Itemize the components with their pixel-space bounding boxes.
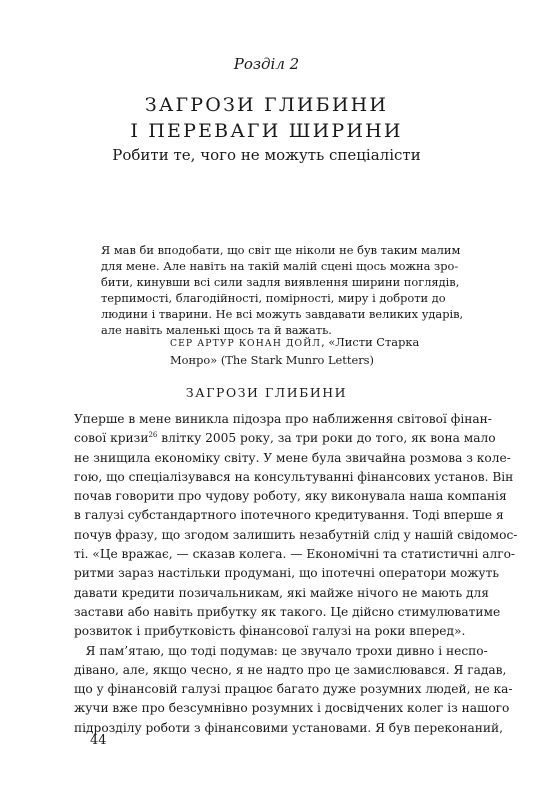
body-line (74, 429, 496, 448)
chapter-title-line-2: І ПЕРЕВАГИ ШИРИНИ (130, 120, 403, 142)
epigraph-line: для мене. Але навіть на такій малій сцені щось можна зро- (101, 259, 459, 273)
attribution-source: , «Листи Старка (321, 335, 420, 349)
section-heading: ЗАГРОЗИ ГЛИБИНИ (185, 385, 348, 400)
chapter-title-line-1: ЗАГРОЗИ ГЛИБИНИ (144, 94, 389, 116)
chapter-title (0, 92, 533, 144)
body-line: ритми зараз настільки продумані, що іпотечні оператори можуть (74, 566, 499, 581)
body-line: Я пам’ятаю, що тоді подумав: це звучало трохи дивно і неспо- (74, 643, 488, 658)
attribution-author: СЕР АРТУР КОНАН ДОЙЛ (170, 338, 322, 349)
epigraph-line: але навіть маленькі щось та й важать. (101, 323, 332, 337)
body-line: дівано, але, якщо чесно, я не надто про це замислювався. Я гадав, (74, 662, 507, 677)
footnote-marker[interactable]: 26 (148, 431, 158, 440)
chapter-label: Розділ 2 (233, 55, 300, 73)
epigraph-attribution (170, 334, 460, 368)
body-line-fragment: сової кризи (74, 431, 149, 446)
body-line: жучи вже про безсумнівно розумних і досвідчених колег із нашого (74, 701, 510, 716)
body-line: підрозділу роботи з фінансовими установами. Я був переконаний, (74, 720, 503, 735)
body-line-fragment: влітку 2005 року, за три роки до того, як вона мало (157, 431, 496, 446)
attribution-line-2: Монро» (The Stark Munro Letters) (170, 353, 374, 367)
epigraph-line: Я мав би вподобати, що світ ще ніколи не був таким малим (101, 243, 461, 257)
body-line: розвиток і прибутковість фінансової галузі на роки вперед». (74, 624, 466, 639)
epigraph (101, 242, 464, 338)
body-line: гою, що спеціалізувався на консультуванні фінансових установ. Він (74, 469, 514, 484)
chapter-subtitle: Робити те, чого не можуть спеціалісти (112, 146, 421, 164)
epigraph-line: бити, кинувши всі сили задля виявлення ширини поглядів, (101, 275, 460, 289)
body-text (74, 410, 518, 738)
attribution-line-1 (170, 334, 460, 352)
body-line: застави або навіть прибутку як такого. Це дійсно стимулюватиме (74, 604, 501, 619)
body-line: почав говорити про чудову роботу, яку виконувала наша компанія (74, 489, 507, 504)
epigraph-line: людини і тварини. Не всі можуть завдавати великих ударів, (101, 307, 464, 321)
body-line: що у фінансовій галузі працює багато дуже розумних людей, не ка- (74, 682, 513, 697)
body-line: Уперше в мене виникла підозра про наближення світової фінан- (74, 412, 492, 426)
page-number: 44 (90, 733, 107, 748)
body-line: в галузі субстандартного іпотечного кредитування. Тоді вперше я (74, 508, 504, 523)
epigraph-line: терпимості, благодійності, помірності, миру і доброти до (101, 291, 446, 305)
body-line: не знищила економіку світу. У мене була звичайна розмова з коле- (74, 450, 511, 465)
body-line: почув фразу, що згодом залишить незабутній слід у нашій свідомос- (74, 527, 518, 542)
body-line: давати кредити позичальникам, які майже нічого не мають для (74, 585, 489, 600)
body-line: ті. «Це вражає, — сказав колега. — Економічні та статистичні алго- (74, 547, 516, 562)
